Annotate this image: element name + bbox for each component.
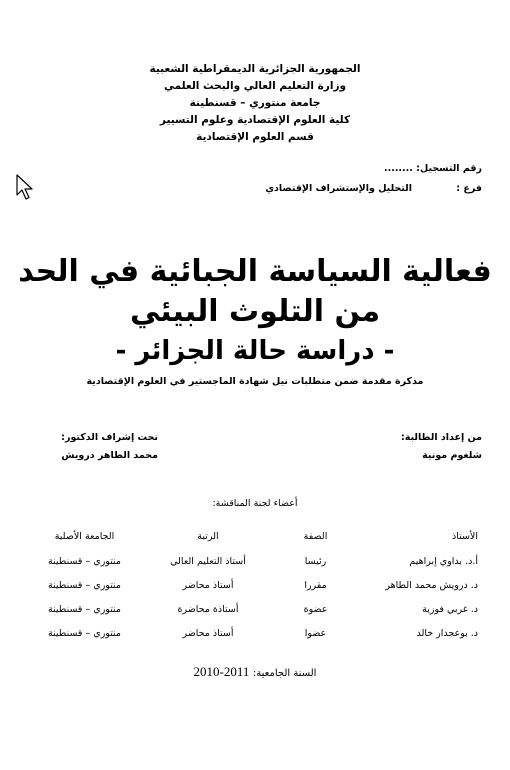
member-rank: أستاذ محاضر — [182, 627, 234, 639]
member-university: منتوري – قسنطينة — [47, 555, 122, 567]
member-university: منتوري – قسنطينة — [47, 603, 122, 615]
academic-year — [0, 664, 510, 680]
academic-year-value: 2010-2011 — [193, 664, 250, 679]
branch-value: التحليل والإستشراف الإقتصادي — [265, 183, 412, 194]
header-professor: الأستاذ — [451, 530, 478, 542]
member-role: رئيسا — [304, 555, 327, 567]
thesis-description: مذكرة مقدمة ضمن متطلبات نيل شهادة الماجستير في العلوم الإقتصادية — [86, 376, 424, 387]
student-label: من إعداد الطالبة: — [400, 432, 482, 443]
ministry-line: وزارة التعليم العالي والبحث العلمي — [163, 80, 347, 92]
member-name: أ.د. بداوي إبراهيم — [409, 555, 478, 567]
member-role: عضوا — [304, 627, 327, 639]
header-rank: الرتبة — [197, 530, 219, 542]
member-name: د. بوعجدار خالد — [416, 627, 478, 639]
member-role: عضوة — [303, 603, 328, 615]
department-line: قسم العلوم الإقتصادية — [196, 131, 314, 143]
member-rank: أستاذ محاضر — [182, 579, 234, 591]
republic-line: الجمهورية الجزائرية الديمقراطية الشعبية — [149, 63, 361, 75]
jury-table — [26, 530, 478, 645]
university-line: جامعة منتوري – قسنطينة — [189, 97, 321, 109]
student-name: شلغوم مونية — [422, 450, 482, 461]
jury-row — [26, 621, 478, 645]
header-university: الجامعة الأصلية — [54, 530, 115, 542]
jury-row — [26, 549, 478, 573]
jury-title: أعضاء لجنة المناقشة: — [212, 498, 298, 509]
mouse-pointer-icon — [16, 174, 34, 200]
branch-label: فرع : — [456, 183, 482, 194]
member-rank: أستاذ التعليم العالي — [170, 555, 246, 567]
academic-year-label: السنة الجامعية: — [252, 668, 317, 679]
jury-header-row — [26, 530, 478, 549]
member-rank: أستاذة محاضرة — [177, 603, 239, 615]
member-name: د. غربي فوزية — [422, 603, 478, 615]
thesis-subtitle: - دراسة حالة الجزائر - — [115, 336, 395, 366]
member-name: د. درويش محمد الطاهر — [385, 579, 478, 591]
member-role: مقررا — [304, 579, 327, 591]
member-university: منتوري – قسنطينة — [47, 579, 122, 591]
thesis-title: فعالية السياسة الجبائية في الحد من التلوث البيئي — [18, 254, 492, 329]
member-university: منتوري – قسنطينة — [47, 627, 122, 639]
jury-row — [26, 597, 478, 621]
faculty-line: كلية العلوم الإقتصادية وعلوم التسيير — [159, 114, 351, 126]
supervisor-name: محمد الطاهر درويش — [61, 450, 158, 461]
registration-number: رقم التسجيل: ........ — [384, 163, 482, 174]
jury-row — [26, 573, 478, 597]
header-role: الصفة — [303, 530, 328, 542]
supervisor-label: تحت إشراف الدكتور: — [61, 432, 158, 443]
